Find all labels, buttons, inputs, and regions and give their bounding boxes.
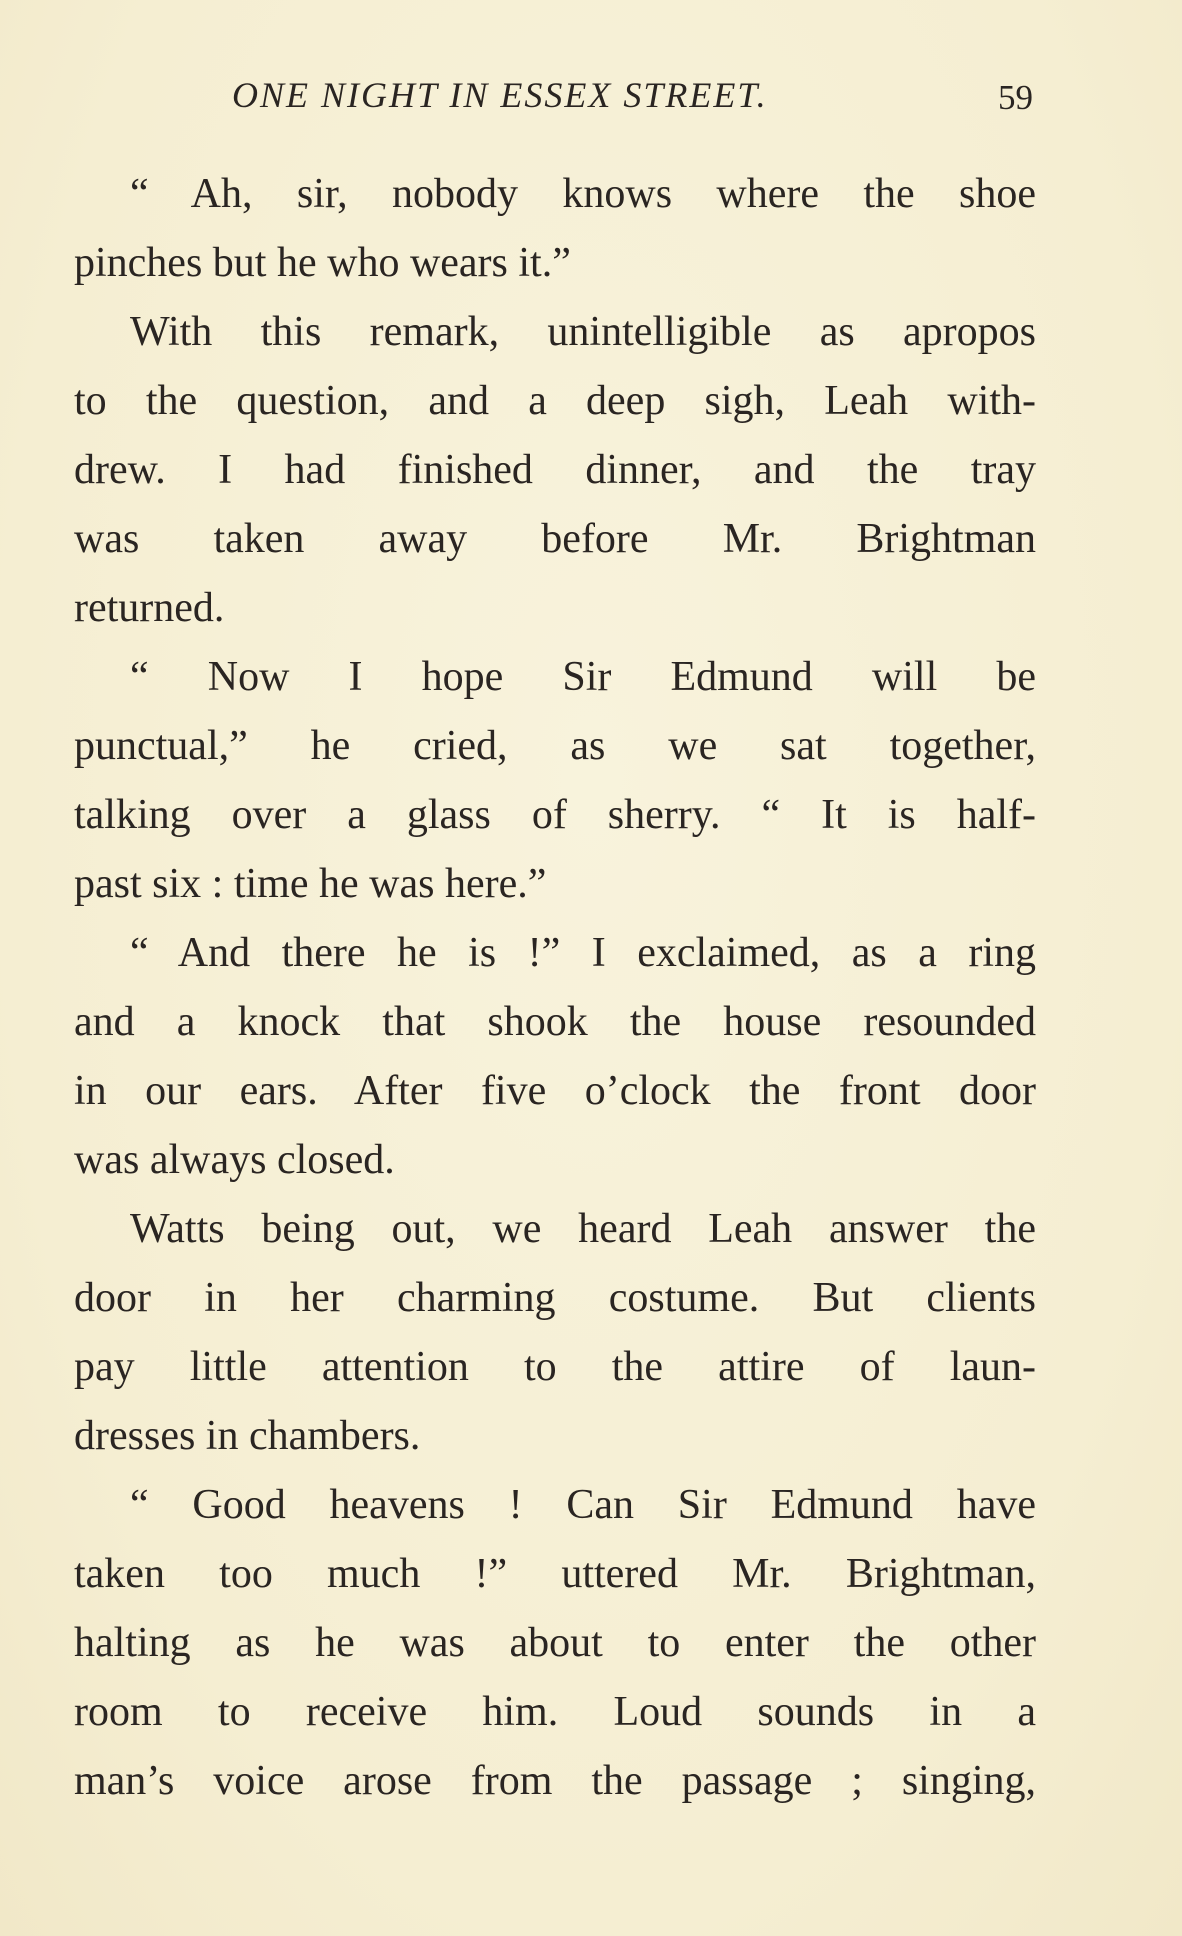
- text-line: room to receive him. Loud sounds in a: [74, 1689, 1036, 1735]
- text-line: “ Now I hope Sir Edmund will be: [130, 654, 1036, 700]
- text-line: pinches but he who wears it.”: [74, 240, 571, 286]
- text-line: punctual,” he cried, as we sat together,: [74, 723, 1036, 769]
- text-line: “ And there he is !” I exclaimed, as a ring: [130, 930, 1036, 976]
- text-line: and a knock that shook the house resounded: [74, 999, 1036, 1045]
- text-line: was taken away before Mr. Brightman: [74, 516, 1036, 562]
- body-text: [74, 160, 1036, 1816]
- text-line: drew. I had finished dinner, and the tray: [74, 447, 1036, 493]
- text-line: dresses in chambers.: [74, 1413, 421, 1459]
- text-line: past six : time he was here.”: [74, 861, 547, 907]
- text-line: man’s voice arose from the passage ; singing,: [74, 1758, 1036, 1804]
- text-line: halting as he was about to enter the other: [74, 1620, 1036, 1666]
- text-line: in our ears. After five o’clock the front door: [74, 1068, 1036, 1114]
- text-line: pay little attention to the attire of laun-: [74, 1344, 1036, 1390]
- text-line: to the question, and a deep sigh, Leah with-: [74, 378, 1036, 424]
- text-line: door in her charming costume. But clients: [74, 1275, 1036, 1321]
- text-line: “ Good heavens ! Can Sir Edmund have: [130, 1482, 1036, 1528]
- text-line: With this remark, unintelligible as apropos: [130, 309, 1036, 355]
- text-line: taken too much !” uttered Mr. Brightman,: [74, 1551, 1036, 1597]
- text-line: returned.: [74, 585, 225, 631]
- running-title: ONE NIGHT IN ESSEX STREET.: [232, 75, 768, 115]
- text-line: talking over a glass of sherry. “ It is half-: [74, 792, 1036, 838]
- running-head: [0, 70, 1182, 130]
- text-line: “ Ah, sir, nobody knows where the shoe: [130, 171, 1036, 217]
- text-line: was always closed.: [74, 1137, 395, 1183]
- text-line: Watts being out, we heard Leah answer the: [130, 1206, 1036, 1252]
- page-number: 59: [998, 78, 1033, 117]
